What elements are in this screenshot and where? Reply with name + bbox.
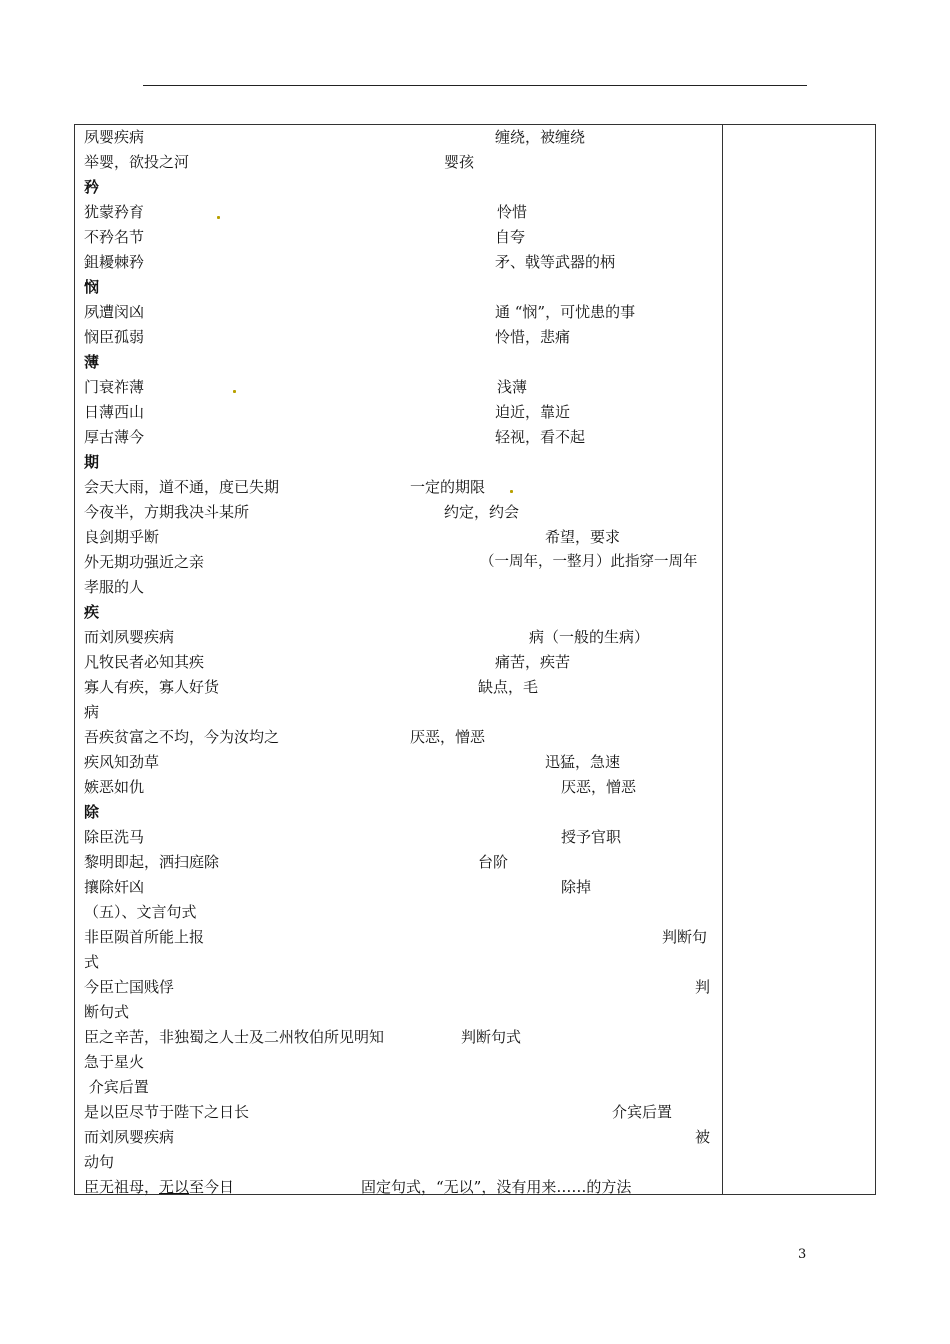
term-text: 外无期功强近之亲 [84, 553, 205, 571]
table-row [84, 375, 716, 400]
section-heading: 悯 [84, 278, 100, 296]
term-text: 厚古薄今 [84, 428, 145, 446]
section-title: （五）、文言句式 [84, 903, 197, 921]
term-text: 良剑期乎断 [84, 528, 160, 546]
term-text: 是以臣尽节于陛下之日长 [84, 1103, 250, 1121]
meaning-text: 浅薄 [497, 378, 528, 396]
term-text: 介宾后置 [84, 1078, 149, 1096]
section-heading: 薄 [84, 353, 100, 371]
meaning-text: 厌恶，憎恶 [561, 778, 637, 796]
term-text: 今夜半，方期我决斗某所 [84, 503, 250, 521]
table-column-divider [722, 124, 723, 1195]
term-text: 而刘夙婴疾病 [84, 1128, 175, 1146]
meaning-text: 怜惜 [497, 203, 528, 221]
term-text: 门衰祚薄 [84, 378, 145, 396]
term-text: 攘除奸凶 [84, 878, 145, 896]
table-row [84, 500, 716, 525]
table-row [84, 1125, 716, 1150]
table-row [84, 1025, 716, 1050]
table-row [84, 850, 716, 875]
term-text: 举婴，欲投之河 [84, 153, 190, 171]
table-row [84, 925, 716, 950]
table-row [84, 475, 716, 500]
meaning-text: 判断句式 [461, 1028, 522, 1046]
meaning-text: 自夸 [495, 228, 526, 246]
term-text: 病 [84, 703, 100, 721]
table-row [84, 525, 716, 550]
table-row [84, 275, 716, 300]
table-row [84, 725, 716, 750]
table-row [84, 975, 716, 1000]
table-row [84, 425, 716, 450]
table-row [84, 1050, 716, 1075]
highlight-dot [217, 216, 220, 219]
highlight-dot [233, 390, 236, 393]
meaning-text: 约定，约会 [444, 503, 520, 521]
meaning-text: 授予官职 [561, 828, 622, 846]
term-text: 悯臣孤弱 [84, 328, 145, 346]
term-text: 犹蒙矜育 [84, 203, 145, 221]
term-text: 除臣洗马 [84, 828, 145, 846]
term-text: 今臣亡国贱俘 [84, 978, 175, 996]
term-prefix: 臣无祖母， [84, 1178, 160, 1196]
table-row [84, 675, 716, 700]
term-text: 臣之辛苦，非独蜀之人士及二州牧伯所见明知 [84, 1028, 385, 1046]
table-row [84, 325, 716, 350]
meaning-text: 判断句 [662, 928, 708, 946]
meaning-text: 介宾后置 [612, 1103, 673, 1121]
term-text: 夙婴疾病 [84, 128, 145, 146]
meaning-text: （一周年，一整月）此指穿一周年 [480, 554, 698, 570]
table-row [84, 1075, 716, 1100]
table-row [84, 950, 716, 975]
meaning-text: 缠绕，被缠绕 [495, 128, 586, 146]
term-text: 吾疾贫富之不均，今为汝均之 [84, 728, 280, 746]
meaning-text: 固定句式，“无以”，没有用来……的方法 [361, 1178, 632, 1196]
term-text: 动句 [84, 1153, 115, 1171]
meaning-text: 一定的期限 [410, 478, 486, 496]
term-text: 会天大雨，道不通，度已失期 [84, 478, 280, 496]
meaning-text: 病（一般的生病） [529, 628, 650, 646]
table-row [84, 400, 716, 425]
table-row [84, 800, 716, 825]
table-row [84, 750, 716, 775]
meaning-text: 迅猛，急速 [545, 753, 621, 771]
meaning-text: 婴孩 [444, 153, 475, 171]
table-row [84, 200, 716, 225]
term-text: 日薄西山 [84, 403, 145, 421]
meaning-text: 希望，要求 [545, 528, 621, 546]
table-row [84, 350, 716, 375]
meaning-text: 缺点，毛 [478, 678, 539, 696]
term-text: 式 [84, 953, 100, 971]
table-row [84, 775, 716, 800]
table-row [84, 700, 716, 725]
table-row [84, 550, 716, 575]
table-row [84, 225, 716, 250]
underlined-phrase: 无以 [159, 1178, 190, 1196]
section-heading: 疾 [84, 603, 100, 621]
section-heading: 除 [84, 803, 100, 821]
table-row [84, 825, 716, 850]
section-heading: 矜 [84, 178, 100, 196]
term-text: 夙遭闵凶 [84, 303, 145, 321]
table-row [84, 1150, 716, 1175]
meaning-text: 通 “悯”，可忧患的事 [495, 303, 636, 321]
meaning-text: 除掉 [561, 878, 592, 896]
term-text: 不矜名节 [84, 228, 145, 246]
table-row [84, 300, 716, 325]
term-text: 急于星火 [84, 1053, 145, 1071]
meaning-text: 痛苦，疾苦 [495, 653, 571, 671]
term-text: 非臣陨首所能上报 [84, 928, 205, 946]
table-row [84, 1100, 716, 1125]
meaning-text: 矛、戟等武器的柄 [495, 253, 616, 271]
meaning-text: 被 [695, 1128, 711, 1146]
table-row [84, 650, 716, 675]
table-row [84, 150, 716, 175]
term-text: 断句式 [84, 1003, 130, 1021]
highlight-dot [510, 490, 513, 493]
term-text: 孝服的人 [84, 578, 145, 596]
table-row [84, 1000, 716, 1025]
meaning-text: 轻视，看不起 [495, 428, 586, 446]
table-row [84, 575, 716, 600]
table-row [84, 625, 716, 650]
term-text: 而刘夙婴疾病 [84, 628, 175, 646]
term-suffix: 至今日 [189, 1178, 235, 1196]
table-row [84, 875, 716, 900]
meaning-text: 判 [695, 978, 711, 996]
meaning-text: 怜惜，悲痛 [495, 328, 571, 346]
term-text: 嫉恶如仇 [84, 778, 145, 796]
header-rule [143, 85, 807, 86]
meaning-text: 迫近，靠近 [495, 403, 571, 421]
table-row [84, 250, 716, 275]
term-text: 黎明即起，洒扫庭除 [84, 853, 220, 871]
term-text: 疾风知劲草 [84, 753, 160, 771]
table-row [84, 450, 716, 475]
term-text: 鉏耰棘矜 [84, 253, 145, 271]
table-row [84, 900, 716, 925]
page-number: 3 [798, 1247, 807, 1262]
meaning-text: 厌恶，憎恶 [410, 728, 486, 746]
table-row [84, 125, 716, 150]
section-heading: 期 [84, 453, 100, 471]
term-text: 凡牧民者必知其疾 [84, 653, 205, 671]
table-row [84, 600, 716, 625]
meaning-text: 台阶 [478, 853, 509, 871]
table-row [84, 175, 716, 200]
table-row [84, 1175, 716, 1200]
term-text [84, 1175, 234, 1200]
term-text: 寡人有疾，寡人好货 [84, 678, 220, 696]
